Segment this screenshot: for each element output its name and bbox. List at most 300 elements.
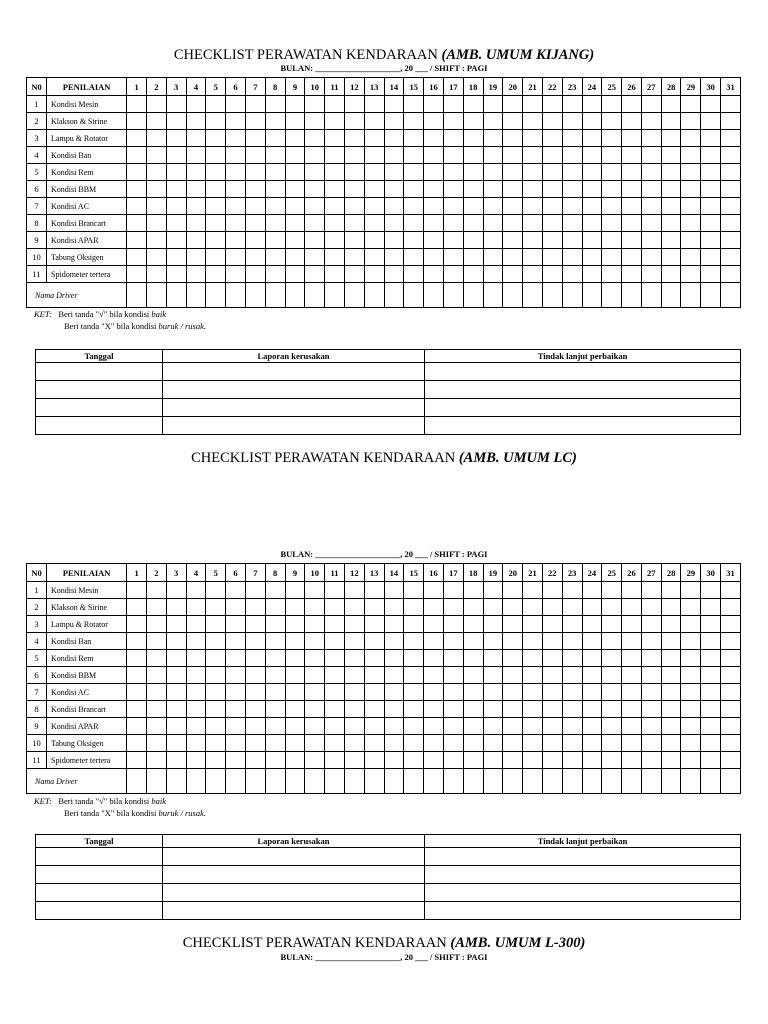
- driver-cell[interactable]: [226, 283, 246, 308]
- driver-cell[interactable]: [562, 769, 582, 794]
- check-cell[interactable]: [364, 232, 384, 249]
- check-cell[interactable]: [245, 650, 265, 667]
- check-cell[interactable]: [542, 701, 562, 718]
- report-cell[interactable]: [36, 363, 163, 381]
- check-cell[interactable]: [245, 633, 265, 650]
- check-cell[interactable]: [443, 582, 463, 599]
- check-cell[interactable]: [483, 599, 503, 616]
- driver-cell[interactable]: [364, 283, 384, 308]
- check-cell[interactable]: [245, 147, 265, 164]
- check-cell[interactable]: [305, 633, 325, 650]
- check-cell[interactable]: [443, 164, 463, 181]
- check-cell[interactable]: [127, 215, 147, 232]
- check-cell[interactable]: [721, 701, 741, 718]
- check-cell[interactable]: [127, 96, 147, 113]
- check-cell[interactable]: [523, 633, 543, 650]
- check-cell[interactable]: [245, 752, 265, 769]
- check-cell[interactable]: [721, 232, 741, 249]
- check-cell[interactable]: [344, 147, 364, 164]
- check-cell[interactable]: [404, 616, 424, 633]
- check-cell[interactable]: [146, 232, 166, 249]
- check-cell[interactable]: [622, 752, 642, 769]
- driver-cell[interactable]: [503, 769, 523, 794]
- check-cell[interactable]: [602, 96, 622, 113]
- check-cell[interactable]: [325, 266, 345, 283]
- check-cell[interactable]: [701, 164, 721, 181]
- check-cell[interactable]: [701, 198, 721, 215]
- check-cell[interactable]: [344, 113, 364, 130]
- driver-cell[interactable]: [344, 283, 364, 308]
- check-cell[interactable]: [186, 232, 206, 249]
- check-cell[interactable]: [127, 752, 147, 769]
- check-cell[interactable]: [542, 130, 562, 147]
- check-cell[interactable]: [127, 181, 147, 198]
- check-cell[interactable]: [503, 266, 523, 283]
- check-cell[interactable]: [443, 198, 463, 215]
- check-cell[interactable]: [661, 96, 681, 113]
- check-cell[interactable]: [582, 735, 602, 752]
- check-cell[interactable]: [265, 633, 285, 650]
- check-cell[interactable]: [166, 582, 186, 599]
- report-cell[interactable]: [163, 902, 425, 920]
- check-cell[interactable]: [186, 667, 206, 684]
- check-cell[interactable]: [344, 667, 364, 684]
- check-cell[interactable]: [226, 232, 246, 249]
- check-cell[interactable]: [344, 684, 364, 701]
- check-cell[interactable]: [384, 266, 404, 283]
- check-cell[interactable]: [226, 582, 246, 599]
- check-cell[interactable]: [582, 718, 602, 735]
- check-cell[interactable]: [325, 164, 345, 181]
- check-cell[interactable]: [186, 113, 206, 130]
- check-cell[interactable]: [305, 266, 325, 283]
- check-cell[interactable]: [503, 684, 523, 701]
- check-cell[interactable]: [344, 181, 364, 198]
- check-cell[interactable]: [602, 599, 622, 616]
- check-cell[interactable]: [285, 198, 305, 215]
- check-cell[interactable]: [602, 130, 622, 147]
- check-cell[interactable]: [463, 752, 483, 769]
- check-cell[interactable]: [127, 735, 147, 752]
- check-cell[interactable]: [424, 96, 444, 113]
- check-cell[interactable]: [701, 113, 721, 130]
- check-cell[interactable]: [542, 147, 562, 164]
- check-cell[interactable]: [146, 650, 166, 667]
- check-cell[interactable]: [661, 266, 681, 283]
- check-cell[interactable]: [226, 718, 246, 735]
- check-cell[interactable]: [285, 667, 305, 684]
- check-cell[interactable]: [285, 164, 305, 181]
- report-cell[interactable]: [36, 417, 163, 435]
- check-cell[interactable]: [661, 735, 681, 752]
- check-cell[interactable]: [582, 249, 602, 266]
- check-cell[interactable]: [582, 616, 602, 633]
- driver-cell[interactable]: [325, 283, 345, 308]
- check-cell[interactable]: [562, 650, 582, 667]
- check-cell[interactable]: [344, 650, 364, 667]
- check-cell[interactable]: [542, 266, 562, 283]
- check-cell[interactable]: [582, 181, 602, 198]
- check-cell[interactable]: [542, 684, 562, 701]
- check-cell[interactable]: [305, 582, 325, 599]
- check-cell[interactable]: [166, 198, 186, 215]
- check-cell[interactable]: [483, 701, 503, 718]
- check-cell[interactable]: [384, 599, 404, 616]
- check-cell[interactable]: [622, 701, 642, 718]
- check-cell[interactable]: [344, 633, 364, 650]
- check-cell[interactable]: [721, 752, 741, 769]
- check-cell[interactable]: [562, 249, 582, 266]
- check-cell[interactable]: [424, 198, 444, 215]
- driver-cell[interactable]: [622, 769, 642, 794]
- check-cell[interactable]: [265, 181, 285, 198]
- check-cell[interactable]: [681, 215, 701, 232]
- check-cell[interactable]: [622, 684, 642, 701]
- check-cell[interactable]: [661, 582, 681, 599]
- check-cell[interactable]: [424, 667, 444, 684]
- check-cell[interactable]: [622, 147, 642, 164]
- check-cell[interactable]: [641, 266, 661, 283]
- check-cell[interactable]: [146, 198, 166, 215]
- check-cell[interactable]: [265, 130, 285, 147]
- check-cell[interactable]: [285, 130, 305, 147]
- check-cell[interactable]: [384, 113, 404, 130]
- check-cell[interactable]: [641, 701, 661, 718]
- check-cell[interactable]: [245, 198, 265, 215]
- check-cell[interactable]: [424, 718, 444, 735]
- check-cell[interactable]: [226, 215, 246, 232]
- check-cell[interactable]: [245, 582, 265, 599]
- check-cell[interactable]: [166, 130, 186, 147]
- check-cell[interactable]: [206, 735, 226, 752]
- check-cell[interactable]: [424, 181, 444, 198]
- check-cell[interactable]: [364, 147, 384, 164]
- report-cell[interactable]: [36, 381, 163, 399]
- check-cell[interactable]: [424, 701, 444, 718]
- check-cell[interactable]: [463, 735, 483, 752]
- check-cell[interactable]: [424, 633, 444, 650]
- check-cell[interactable]: [582, 130, 602, 147]
- check-cell[interactable]: [245, 164, 265, 181]
- check-cell[interactable]: [523, 130, 543, 147]
- driver-cell[interactable]: [305, 283, 325, 308]
- check-cell[interactable]: [206, 684, 226, 701]
- check-cell[interactable]: [523, 249, 543, 266]
- check-cell[interactable]: [265, 701, 285, 718]
- check-cell[interactable]: [463, 181, 483, 198]
- check-cell[interactable]: [443, 130, 463, 147]
- driver-cell[interactable]: [463, 283, 483, 308]
- check-cell[interactable]: [622, 599, 642, 616]
- check-cell[interactable]: [483, 266, 503, 283]
- check-cell[interactable]: [503, 616, 523, 633]
- check-cell[interactable]: [146, 130, 166, 147]
- check-cell[interactable]: [641, 215, 661, 232]
- check-cell[interactable]: [285, 96, 305, 113]
- check-cell[interactable]: [443, 752, 463, 769]
- check-cell[interactable]: [602, 650, 622, 667]
- check-cell[interactable]: [562, 130, 582, 147]
- driver-cell[interactable]: [424, 283, 444, 308]
- driver-cell[interactable]: [245, 769, 265, 794]
- check-cell[interactable]: [641, 198, 661, 215]
- check-cell[interactable]: [602, 684, 622, 701]
- check-cell[interactable]: [265, 147, 285, 164]
- check-cell[interactable]: [364, 718, 384, 735]
- check-cell[interactable]: [186, 582, 206, 599]
- check-cell[interactable]: [622, 181, 642, 198]
- check-cell[interactable]: [166, 232, 186, 249]
- check-cell[interactable]: [245, 684, 265, 701]
- check-cell[interactable]: [701, 266, 721, 283]
- check-cell[interactable]: [424, 752, 444, 769]
- check-cell[interactable]: [542, 667, 562, 684]
- check-cell[interactable]: [681, 650, 701, 667]
- check-cell[interactable]: [443, 667, 463, 684]
- check-cell[interactable]: [622, 249, 642, 266]
- check-cell[interactable]: [721, 650, 741, 667]
- check-cell[interactable]: [245, 616, 265, 633]
- check-cell[interactable]: [186, 198, 206, 215]
- check-cell[interactable]: [523, 164, 543, 181]
- check-cell[interactable]: [265, 232, 285, 249]
- check-cell[interactable]: [523, 113, 543, 130]
- check-cell[interactable]: [364, 752, 384, 769]
- check-cell[interactable]: [483, 718, 503, 735]
- check-cell[interactable]: [146, 266, 166, 283]
- report-cell[interactable]: [36, 884, 163, 902]
- check-cell[interactable]: [661, 147, 681, 164]
- check-cell[interactable]: [523, 96, 543, 113]
- check-cell[interactable]: [344, 752, 364, 769]
- check-cell[interactable]: [305, 215, 325, 232]
- check-cell[interactable]: [127, 650, 147, 667]
- check-cell[interactable]: [681, 752, 701, 769]
- check-cell[interactable]: [582, 582, 602, 599]
- check-cell[interactable]: [384, 650, 404, 667]
- check-cell[interactable]: [424, 147, 444, 164]
- check-cell[interactable]: [602, 198, 622, 215]
- driver-cell[interactable]: [127, 769, 147, 794]
- check-cell[interactable]: [226, 633, 246, 650]
- check-cell[interactable]: [463, 667, 483, 684]
- check-cell[interactable]: [404, 266, 424, 283]
- check-cell[interactable]: [127, 113, 147, 130]
- check-cell[interactable]: [424, 164, 444, 181]
- check-cell[interactable]: [285, 181, 305, 198]
- check-cell[interactable]: [681, 130, 701, 147]
- check-cell[interactable]: [305, 650, 325, 667]
- report-cell[interactable]: [163, 866, 425, 884]
- check-cell[interactable]: [384, 718, 404, 735]
- check-cell[interactable]: [127, 633, 147, 650]
- check-cell[interactable]: [661, 164, 681, 181]
- check-cell[interactable]: [503, 181, 523, 198]
- check-cell[interactable]: [186, 181, 206, 198]
- check-cell[interactable]: [127, 232, 147, 249]
- driver-cell[interactable]: [443, 769, 463, 794]
- check-cell[interactable]: [443, 249, 463, 266]
- check-cell[interactable]: [701, 735, 721, 752]
- check-cell[interactable]: [285, 113, 305, 130]
- check-cell[interactable]: [265, 96, 285, 113]
- check-cell[interactable]: [226, 650, 246, 667]
- check-cell[interactable]: [463, 130, 483, 147]
- check-cell[interactable]: [384, 181, 404, 198]
- check-cell[interactable]: [404, 718, 424, 735]
- check-cell[interactable]: [325, 181, 345, 198]
- check-cell[interactable]: [325, 701, 345, 718]
- check-cell[interactable]: [483, 130, 503, 147]
- check-cell[interactable]: [641, 147, 661, 164]
- check-cell[interactable]: [226, 599, 246, 616]
- driver-cell[interactable]: [325, 769, 345, 794]
- check-cell[interactable]: [602, 582, 622, 599]
- check-cell[interactable]: [562, 181, 582, 198]
- report-cell[interactable]: [36, 399, 163, 417]
- check-cell[interactable]: [641, 735, 661, 752]
- check-cell[interactable]: [364, 266, 384, 283]
- check-cell[interactable]: [325, 582, 345, 599]
- check-cell[interactable]: [226, 684, 246, 701]
- check-cell[interactable]: [463, 599, 483, 616]
- check-cell[interactable]: [245, 735, 265, 752]
- check-cell[interactable]: [146, 633, 166, 650]
- check-cell[interactable]: [127, 599, 147, 616]
- check-cell[interactable]: [344, 215, 364, 232]
- check-cell[interactable]: [206, 164, 226, 181]
- check-cell[interactable]: [424, 684, 444, 701]
- check-cell[interactable]: [721, 735, 741, 752]
- report-cell[interactable]: [36, 848, 163, 866]
- check-cell[interactable]: [681, 113, 701, 130]
- check-cell[interactable]: [127, 198, 147, 215]
- check-cell[interactable]: [186, 599, 206, 616]
- driver-cell[interactable]: [424, 769, 444, 794]
- check-cell[interactable]: [146, 684, 166, 701]
- report-cell[interactable]: [36, 902, 163, 920]
- check-cell[interactable]: [166, 147, 186, 164]
- check-cell[interactable]: [226, 249, 246, 266]
- check-cell[interactable]: [127, 718, 147, 735]
- check-cell[interactable]: [384, 616, 404, 633]
- driver-cell[interactable]: [344, 769, 364, 794]
- check-cell[interactable]: [523, 198, 543, 215]
- check-cell[interactable]: [661, 232, 681, 249]
- check-cell[interactable]: [483, 735, 503, 752]
- check-cell[interactable]: [285, 582, 305, 599]
- check-cell[interactable]: [443, 215, 463, 232]
- check-cell[interactable]: [186, 249, 206, 266]
- report-cell[interactable]: [425, 399, 741, 417]
- check-cell[interactable]: [681, 147, 701, 164]
- check-cell[interactable]: [701, 616, 721, 633]
- driver-cell[interactable]: [186, 283, 206, 308]
- check-cell[interactable]: [523, 582, 543, 599]
- check-cell[interactable]: [661, 130, 681, 147]
- check-cell[interactable]: [384, 249, 404, 266]
- check-cell[interactable]: [582, 701, 602, 718]
- check-cell[interactable]: [186, 701, 206, 718]
- check-cell[interactable]: [265, 249, 285, 266]
- check-cell[interactable]: [602, 701, 622, 718]
- check-cell[interactable]: [523, 181, 543, 198]
- check-cell[interactable]: [305, 667, 325, 684]
- check-cell[interactable]: [523, 599, 543, 616]
- check-cell[interactable]: [483, 650, 503, 667]
- check-cell[interactable]: [721, 616, 741, 633]
- check-cell[interactable]: [542, 249, 562, 266]
- check-cell[interactable]: [325, 130, 345, 147]
- report-cell[interactable]: [425, 902, 741, 920]
- driver-cell[interactable]: [641, 283, 661, 308]
- check-cell[interactable]: [265, 113, 285, 130]
- check-cell[interactable]: [127, 684, 147, 701]
- check-cell[interactable]: [523, 215, 543, 232]
- check-cell[interactable]: [404, 147, 424, 164]
- check-cell[interactable]: [325, 735, 345, 752]
- check-cell[interactable]: [542, 215, 562, 232]
- check-cell[interactable]: [701, 96, 721, 113]
- check-cell[interactable]: [661, 684, 681, 701]
- driver-cell[interactable]: [523, 283, 543, 308]
- driver-cell[interactable]: [721, 283, 741, 308]
- driver-cell[interactable]: [562, 283, 582, 308]
- check-cell[interactable]: [483, 215, 503, 232]
- check-cell[interactable]: [562, 752, 582, 769]
- driver-cell[interactable]: [265, 283, 285, 308]
- check-cell[interactable]: [364, 96, 384, 113]
- check-cell[interactable]: [523, 684, 543, 701]
- check-cell[interactable]: [404, 198, 424, 215]
- check-cell[interactable]: [483, 147, 503, 164]
- report-cell[interactable]: [163, 884, 425, 902]
- check-cell[interactable]: [404, 215, 424, 232]
- check-cell[interactable]: [542, 718, 562, 735]
- check-cell[interactable]: [661, 215, 681, 232]
- check-cell[interactable]: [186, 633, 206, 650]
- check-cell[interactable]: [503, 198, 523, 215]
- check-cell[interactable]: [641, 752, 661, 769]
- driver-cell[interactable]: [483, 769, 503, 794]
- check-cell[interactable]: [721, 266, 741, 283]
- check-cell[interactable]: [443, 96, 463, 113]
- check-cell[interactable]: [721, 599, 741, 616]
- report-cell[interactable]: [163, 399, 425, 417]
- check-cell[interactable]: [661, 599, 681, 616]
- driver-cell[interactable]: [622, 283, 642, 308]
- check-cell[interactable]: [186, 735, 206, 752]
- check-cell[interactable]: [542, 582, 562, 599]
- driver-cell[interactable]: [384, 769, 404, 794]
- check-cell[interactable]: [721, 96, 741, 113]
- check-cell[interactable]: [364, 650, 384, 667]
- check-cell[interactable]: [245, 113, 265, 130]
- check-cell[interactable]: [602, 633, 622, 650]
- check-cell[interactable]: [166, 718, 186, 735]
- driver-cell[interactable]: [582, 769, 602, 794]
- check-cell[interactable]: [384, 164, 404, 181]
- check-cell[interactable]: [523, 718, 543, 735]
- check-cell[interactable]: [305, 616, 325, 633]
- check-cell[interactable]: [127, 701, 147, 718]
- check-cell[interactable]: [602, 215, 622, 232]
- check-cell[interactable]: [542, 599, 562, 616]
- check-cell[interactable]: [483, 684, 503, 701]
- check-cell[interactable]: [582, 266, 602, 283]
- check-cell[interactable]: [344, 701, 364, 718]
- check-cell[interactable]: [721, 684, 741, 701]
